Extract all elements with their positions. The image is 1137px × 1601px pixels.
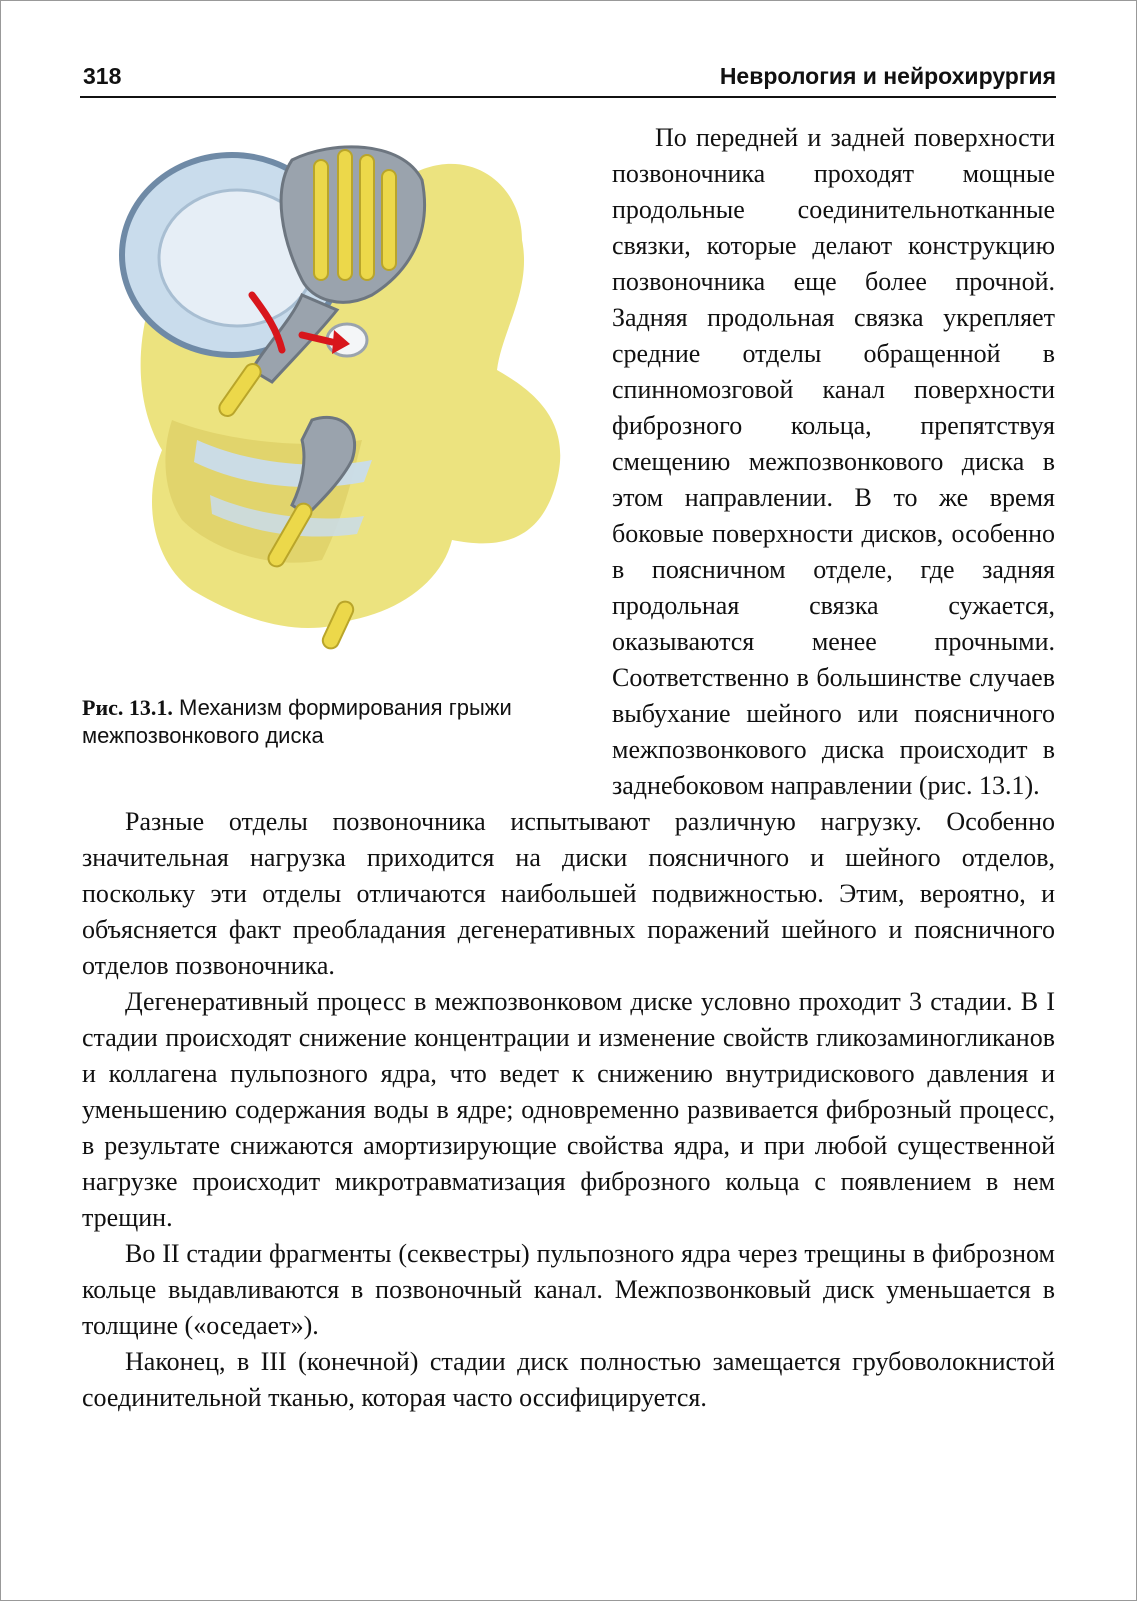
paragraph-2: Разные отделы позвоночника испытывают различную нагрузку. Особенно значительная нагрузка приходится на диски поясничного и шейного отделов, поскольку эти отделы отличаются наибольшей подвижностью. Этим, вероятно, и объясняется факт преобладания дегенеративных поражений шейного и поясничного отделов позвоночника. bbox=[82, 807, 1055, 980]
paragraph-5: Наконец, в III (конечной) стадии диск полностью замещается грубоволокнистой соединительной тканью, которая часто оссифицируется. bbox=[82, 1347, 1055, 1412]
figure-caption bbox=[82, 694, 582, 750]
figure-caption-text: Механизм формирования грыжи межпозвонкового диска bbox=[82, 695, 512, 748]
figure-label: Рис. 13.1. bbox=[82, 695, 173, 720]
page-header bbox=[80, 56, 1056, 98]
page-content bbox=[82, 120, 1055, 1416]
paragraph-1: По передней и задней поверхности позвоночника проходят мощные продольные соединительнотканные связки, которые делают конструкцию позвоночника еще более прочной. Задняя продольная связка укрепляет средние отделы обращенной в спинномозговой канал поверхности фиброзного кольца, препятствуя смещению межпозвонкового диска в этом направлении. В то же время боковые поверхности дисков, особенно в поясничном отделе, где задняя продольная связка сужается, оказываются менее прочными. Соответственно в большинстве случаев выбухание шейного или поясничного межпозвонкового диска происходит в заднебоковом направлении (рис. 13.1). bbox=[612, 123, 1055, 800]
paragraph-4: Во II стадии фрагменты (секвестры) пульпозного ядра через трещины в фиброзном кольце выдавливаются в позвоночный канал. Межпозвонковый диск уменьшается в толщине («оседает»). bbox=[82, 1239, 1055, 1340]
paragraph-3: Дегенеративный процесс в межпозвонковом диске условно проходит 3 стадии. В I стадии происходят снижение концентрации и изменение свойств гликозаминогликанов и коллагена пульпозного ядра, что ведет к снижению внутридискового давления и уменьшению содержания воды в ядре; одновременно развивается фиброзный процесс, в результате снижаются амортизирующие свойства ядра, и при любой существенной нагрузке происходит микротравматизация фиброзного кольца с появлением в нем трещин. bbox=[82, 987, 1055, 1232]
running-title: Неврология и нейрохирургия bbox=[719, 63, 1056, 89]
page-number: 318 bbox=[83, 63, 122, 89]
figure-13-1 bbox=[82, 120, 594, 770]
spine-disc-herniation-illustration bbox=[102, 120, 572, 660]
